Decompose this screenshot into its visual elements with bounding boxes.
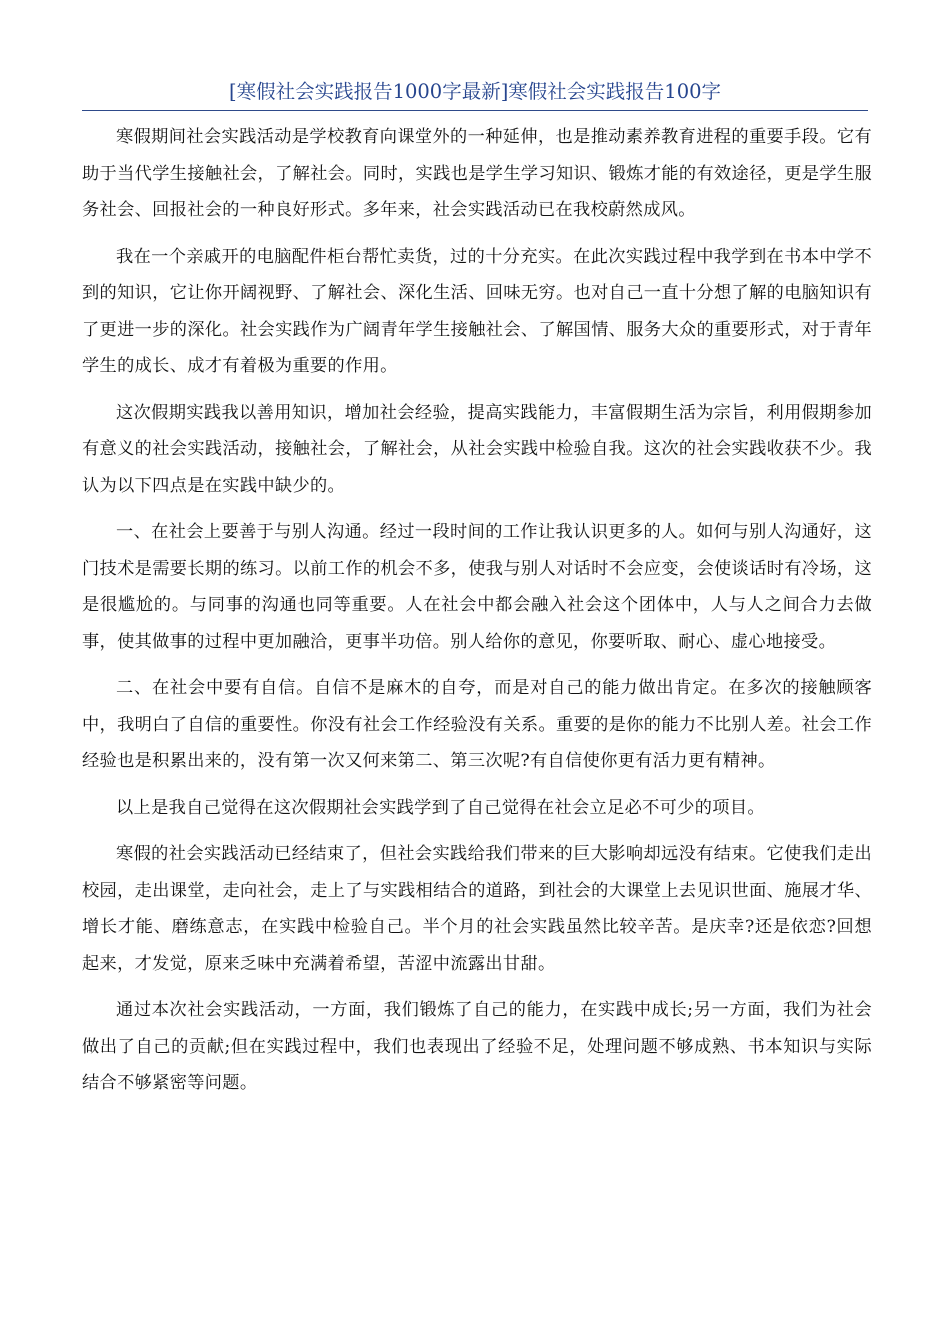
paragraph-reflection: 寒假的社会实践活动已经结束了，但社会实践给我们带来的巨大影响却远没有结束。它使我们走出校园，走出课堂，走向社会，走上了与实践相结合的道路，到社会的大课堂上去见识世面、施展才华、增长才能、磨练意志，在实践中检验自己。半个月的社会实践虽然比较辛苦。是庆幸?还是依恋?回想起来，才发觉，原来乏味中充满着希望，苦涩中流露出甘甜。: [82, 844, 872, 974]
paragraph-point-two: 二、在社会中要有自信。自信不是麻木的自夸，而是对自己的能力做出肯定。在多次的接触顾客中，我明白了自信的重要性。你没有社会工作经验没有关系。重要的是你的能力不比别人差。社会工作经验也是积累出来的，没有第一次又何来第二、第三次呢?有自信使你更有活力更有精神。: [82, 678, 872, 771]
paragraph-purpose: 这次假期实践我以善用知识，增加社会经验，提高实践能力，丰富假期生活为宗旨，利用假期参加有意义的社会实践活动，接触社会，了解社会，从社会实践中检验自我。这次的社会实践收获不少。我认为以下四点是在实践中缺少的。: [82, 402, 872, 496]
paragraph-experience: 我在一个亲戚开的电脑配件柜台帮忙卖货，过的十分充实。在此次实践过程中我学到在书本中学不到的知识，它让你开阔视野、了解社会、深化生活、回味无穷。也对自己一直十分想了解的电脑知识有了更进一步的深化。社会实践作为广阔青年学生接触社会、了解国情、服务大众的重要形式，对于青年学生的成长、成才有着极为重要的作用。: [82, 246, 872, 376]
document-title: [寒假社会实践报告1000字最新]寒假社会实践报告100字: [228, 80, 722, 103]
paragraph-point-one: 一、在社会上要善于与别人沟通。经过一段时间的工作让我认识更多的人。如何与别人沟通好，这门技术是需要长期的练习。以前工作的机会不多，使我与别人对话时不会应变，会使谈话时有冷场，这是很尴尬的。与同事的沟通也同等重要。人在社会中都会融入社会这个团体中，人与人之间合力去做事，使其做事的过程中更加融洽，更事半功倍。别人给你的意见，你要听取、耐心、虚心地接受。: [82, 522, 872, 652]
paragraph-summary: 以上是我自己觉得在这次假期社会实践学到了自己觉得在社会立足必不可少的项目。: [116, 797, 765, 818]
paragraph-intro: 寒假期间社会实践活动是学校教育向课堂外的一种延伸，也是推动素养教育进程的重要手段。它有助于当代学生接触社会，了解社会。同时，实践也是学生学习知识、锻炼才能的有效途径，更是学生服务社会、回报社会的一种良好形式。多年来，社会实践活动已在我校蔚然成风。: [82, 127, 872, 220]
paragraph-conclusion: 通过本次社会实践活动，一方面，我们锻炼了自己的能力，在实践中成长;另一方面，我们为社会做出了自己的贡献;但在实践过程中，我们也表现出了经验不足，处理问题不够成熟、书本知识与实际结合不够紧密等问题。: [82, 1000, 872, 1093]
document-body: [82, 119, 872, 1112]
document-header: [82, 78, 868, 111]
